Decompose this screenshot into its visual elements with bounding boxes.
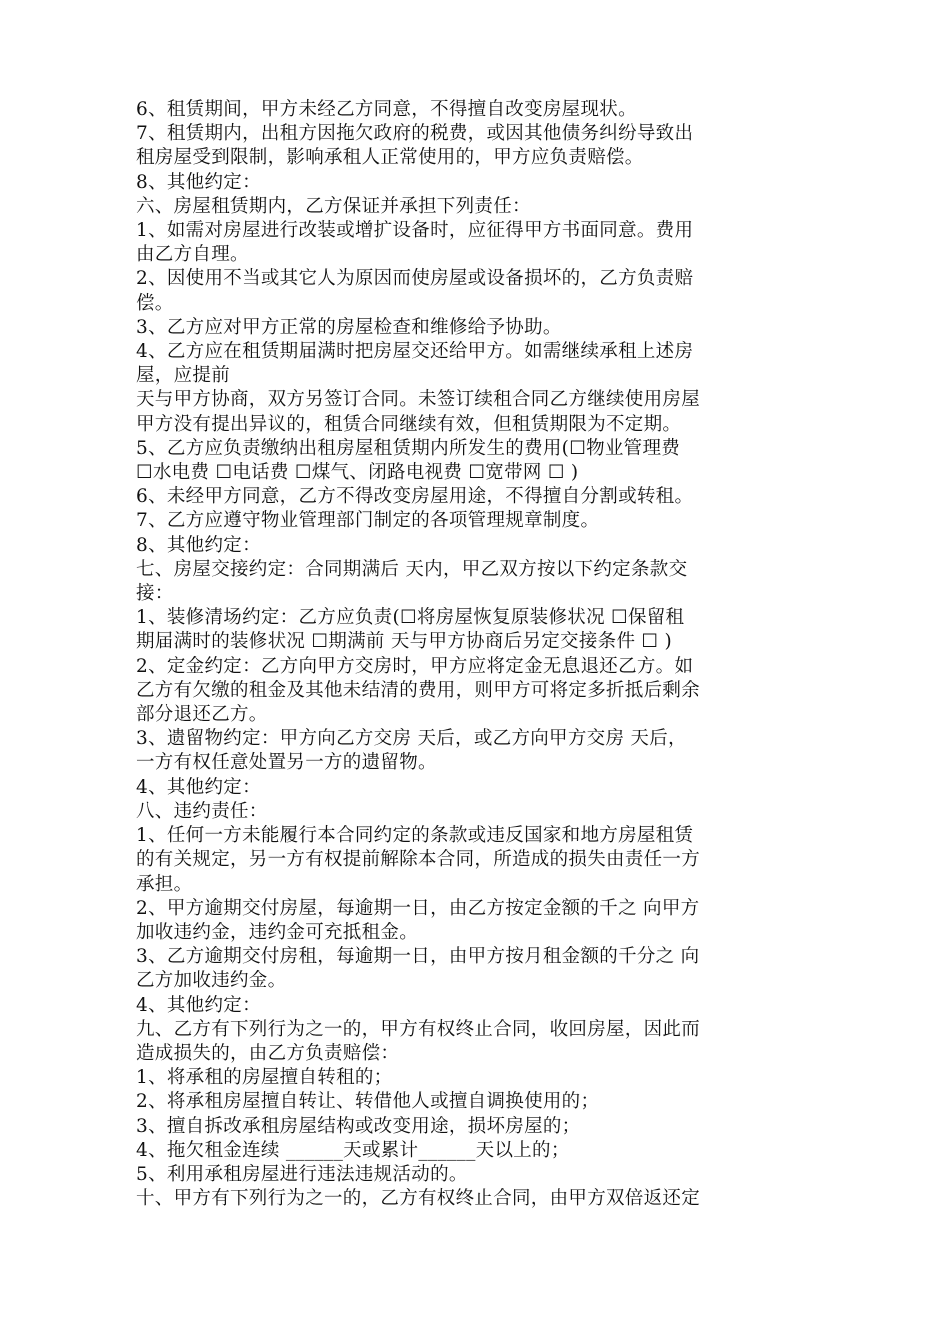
text-line: 八、违约责任： — [136, 800, 268, 822]
text-line: 3、乙方应对甲方正常的房屋检查和维修给予协助。 — [136, 316, 562, 338]
text-line: ☐水电费 ☐电话费 ☐煤气、闭路电视费 ☐宽带网 ☐ ) — [136, 462, 579, 484]
text-line: 1、任何一方未能履行本合同约定的条款或违反国家和地方房屋租赁 — [136, 825, 694, 847]
text-line: 甲方没有提出异议的，租赁合同继续有效，但租赁期限为不定期。 — [136, 413, 682, 435]
text-line: 1、如需对房屋进行改装或增扩设备时，应征得甲方书面同意。费用 — [136, 220, 694, 242]
text-line: 2、定金约定：乙方向甲方交房时，甲方应将定金无息退还乙方。如 — [136, 655, 694, 677]
text-line: 六、房屋租赁期内，乙方保证并承担下列责任： — [136, 195, 531, 217]
text-line: 5、乙方应负责缴纳出租房屋租赁期内所发生的费用(☐物业管理费 — [136, 437, 681, 459]
text-line: 4、拖欠租金连续 ______天或累计______天以上的； — [136, 1139, 570, 1161]
text-line: 部分退还乙方。 — [136, 704, 268, 726]
text-line: 4、其他约定： — [136, 994, 261, 1016]
text-line: 1、将承租的房屋擅自转租的； — [136, 1067, 393, 1089]
text-line: 3、乙方逾期交付房租，每逾期一日，由甲方按月租金额的千分之 向 — [136, 946, 700, 968]
text-line: 1、装修清场约定：乙方应负责(☐将房屋恢复原装修状况 ☐保留租 — [136, 607, 685, 629]
text-line: 6、租赁期间，甲方未经乙方同意，不得擅自改变房屋现状。 — [136, 99, 637, 120]
text-line: 天与甲方协商，双方另签订合同。未签订续租合同乙方继续使用房屋 — [136, 389, 701, 411]
text-line: 九、乙方有下列行为之一的，甲方有权终止合同，收回房屋，因此而 — [136, 1018, 701, 1040]
text-line: 乙方加收违约金。 — [136, 970, 287, 992]
text-line: 接： — [136, 583, 174, 605]
text-line: 偿。 — [136, 292, 174, 314]
text-line: 的有关规定，另一方有权提前解除本合同，所造成的损失由责任一方 — [136, 849, 701, 871]
text-line: 承担。 — [136, 873, 193, 895]
text-line: 屋，应提前 — [136, 365, 231, 387]
text-line: 2、将承租房屋擅自转让、转借他人或擅自调换使用的； — [136, 1091, 600, 1113]
text-line: 由乙方自理。 — [136, 244, 249, 266]
text-line: 七、房屋交接约定：合同期满后 天内，甲乙双方按以下约定条款交 — [136, 558, 688, 580]
text-line: 一方有权任意处置另一方的遗留物。 — [136, 752, 437, 774]
text-line: 3、遗留物约定：甲方向乙方交房 天后，或乙方向甲方交房 天后， — [136, 728, 687, 750]
text-line: 4、其他约定： — [136, 776, 261, 798]
text-line: 加收违约金，违约金可充抵租金。 — [136, 921, 419, 943]
text-line: 8、其他约定： — [136, 534, 261, 556]
text-line: 7、租赁期内，出租方因拖欠政府的税费，或因其他债务纠纷导致出 — [136, 123, 694, 145]
text-line: 4、乙方应在租赁期届满时把房屋交还给甲方。如需继续承租上述房 — [136, 341, 694, 363]
text-line: 十、甲方有下列行为之一的，乙方有权终止合同，由甲方双倍返还定 — [136, 1188, 701, 1210]
text-line: 7、乙方应遵守物业管理部门制定的各项管理规章制度。 — [136, 510, 600, 532]
contract-text-body — [136, 98, 816, 1211]
text-line: 2、因使用不当或其它人为原因而使房屋或设备损坏的，乙方负责赔 — [136, 268, 694, 290]
text-line: 3、擅自拆改承租房屋结构或改变用途，损坏房屋的； — [136, 1115, 581, 1137]
text-line: 2、甲方逾期交付房屋，每逾期一日，由乙方按定金额的千之 向甲方 — [136, 897, 700, 919]
text-line: 5、利用承租房屋进行违法违规活动的。 — [136, 1163, 468, 1185]
text-line: 8、其他约定： — [136, 171, 261, 193]
text-line: 期届满时的装修状况 ☐期满前 天与甲方协商后另定交接条件 ☐ ) — [136, 631, 673, 653]
text-line: 租房屋受到限制，影响承租人正常使用的，甲方应负责赔偿。 — [136, 147, 644, 169]
text-line: 乙方有欠缴的租金及其他未结清的费用，则甲方可将定多折抵后剩余 — [136, 679, 701, 701]
text-line: 6、未经甲方同意，乙方不得改变房屋用途，不得擅自分割或转租。 — [136, 486, 694, 508]
text-line: 造成损失的，由乙方负责赔偿： — [136, 1042, 400, 1064]
